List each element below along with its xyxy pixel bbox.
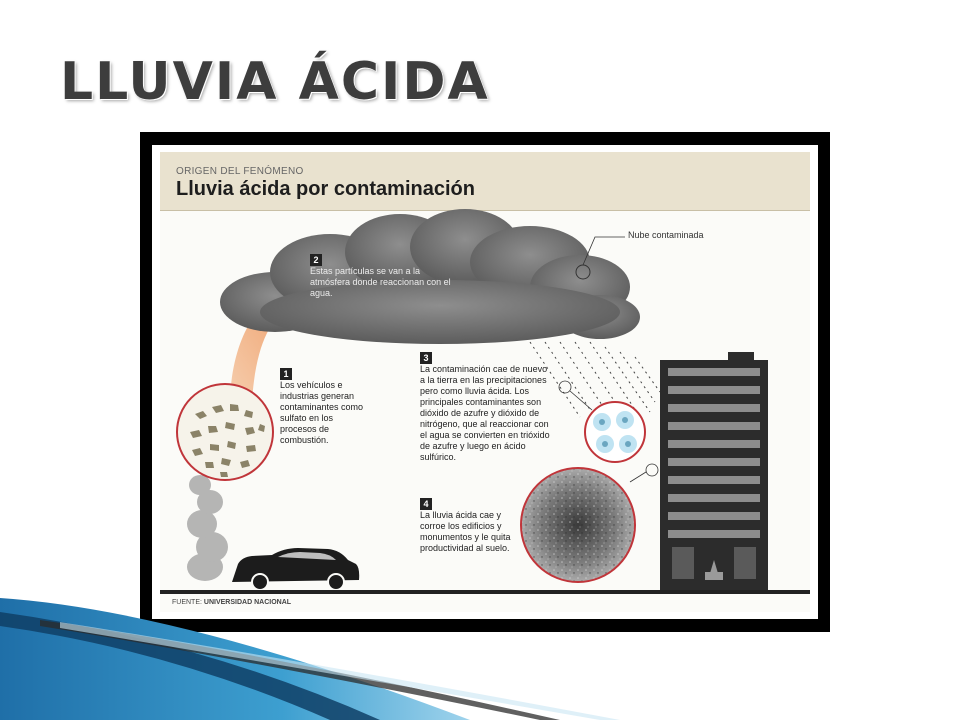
step-3-text: La contaminación cae de nuevo a la tierra en las precipitaciones pero como lluvia ácida. Los principales contaminantes son dióxido de azufre y dióxido de nitrógeno, que al reaccionar con el agua se convierten en trióxido de azufre y luego en ácido sulfúrico. <box>420 364 550 462</box>
step-1-text: Los vehículos e industrias generan contaminantes como sulfato en los procesos de combustión. <box>280 380 364 445</box>
source-label: FUENTE: <box>172 599 202 606</box>
infographic-kicker: ORIGEN DEL FENÓMENO <box>176 166 304 177</box>
step-4-number: 4 <box>420 498 432 510</box>
step-2-number: 2 <box>310 254 322 266</box>
step-4-text: La lluvia ácida cae y corroe los edificios y monumentos y le quita productividad al suelo. <box>420 510 511 553</box>
slide-title: LLUVIA ÁCIDA <box>60 52 490 112</box>
cloud-callout-label: Nube contaminada <box>628 230 704 240</box>
step-1-number: 1 <box>280 368 292 380</box>
infographic-title: Lluvia ácida por contaminación <box>176 178 475 200</box>
step-3-number: 3 <box>420 352 432 364</box>
source-name: UNIVERSIDAD NACIONAL <box>203 599 292 606</box>
step-2-text: Estas partículas se van a la atmósfera donde reaccionan con el agua. <box>310 266 451 298</box>
